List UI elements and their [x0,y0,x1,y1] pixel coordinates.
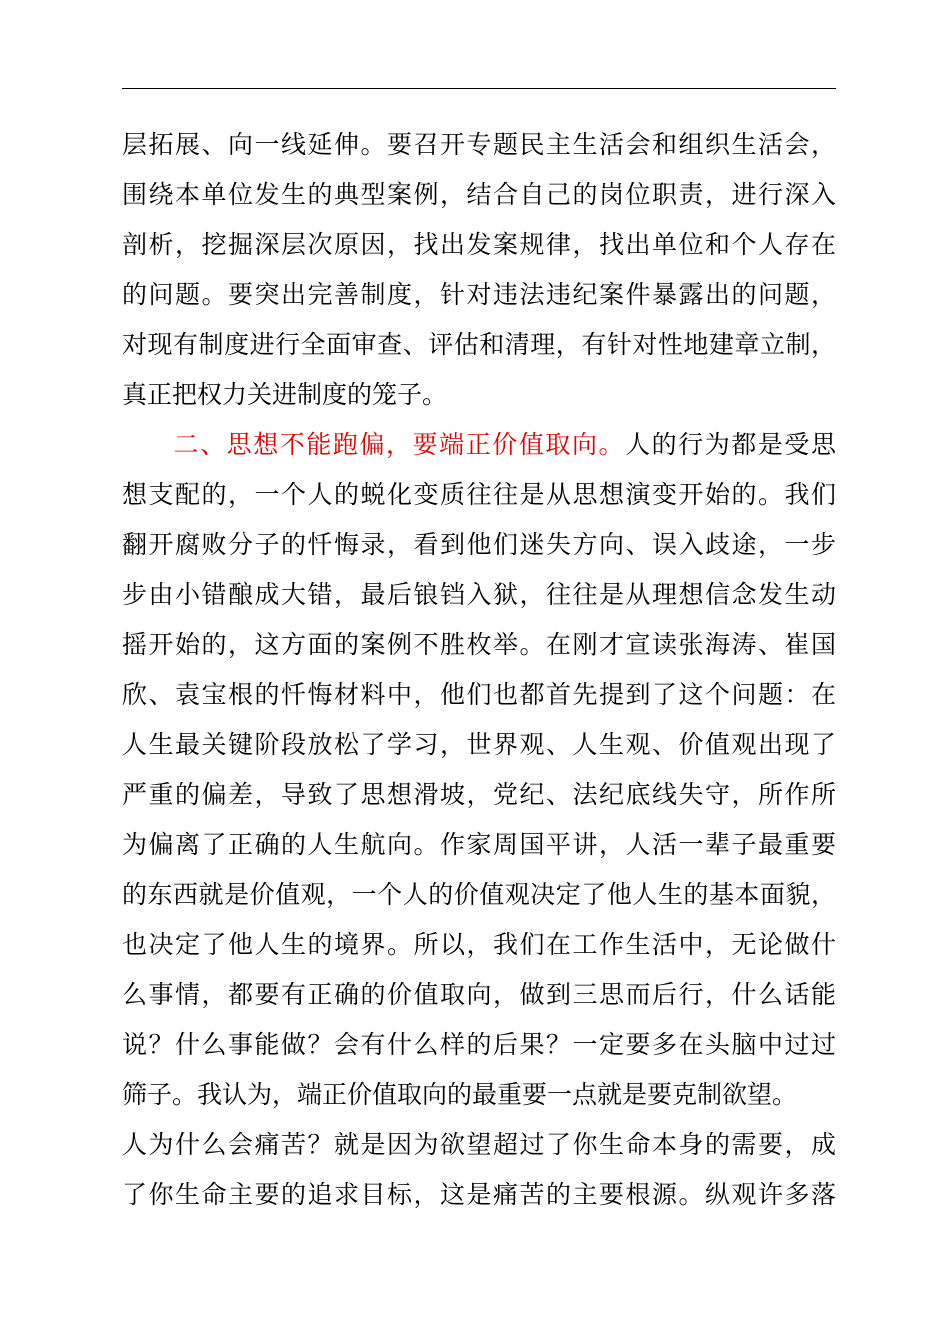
paragraph-line: 对现有制度进行全面审查、评估和清理，有针对性地建章立制， [122,330,836,359]
paragraph-line: 剖析，挖掘深层次原因，找出发案规律，找出单位和个人存在 [122,230,836,259]
paragraph-line-rest: 人的行为都是受思 [625,430,836,459]
paragraph-line: 欣、袁宝根的忏悔材料中，他们也都首先提到了这个问题：在 [122,680,836,709]
paragraph-line: 的东西就是价值观，一个人的价值观决定了他人生的基本面貌， [122,880,836,909]
section-heading: 二、思想不能跑偏，要端正价值取向。 [172,430,626,459]
paragraph-line: 摇开始的，这方面的案例不胜枚举。在刚才宣读张海涛、崔国 [122,630,836,659]
paragraph-line: 翻开腐败分子的忏悔录，看到他们迷失方向、误入歧途，一步 [122,530,836,559]
paragraph-line: 么事情，都要有正确的价值取向，做到三思而后行，什么话能 [122,980,836,1009]
paragraph-line: 也决定了他人生的境界。所以，我们在工作生活中，无论做什 [122,930,836,959]
section-heading-line [122,420,836,470]
paragraph-line: 真正把权力关进制度的笼子。 [122,380,448,409]
paragraph-line: 的问题。要突出完善制度，针对违法违纪案件暴露出的问题， [122,280,836,309]
paragraph-line: 围绕本单位发生的典型案例，结合自己的岗位职责，进行深入 [122,180,836,209]
paragraph-line: 筛子。我认为，端正价值取向的最重要一点就是要克制欲望。 [122,1080,798,1109]
paragraph-line: 想支配的，一个人的蜕化变质往往是从思想演变开始的。我们 [122,480,836,509]
paragraph-line: 人为什么会痛苦？就是因为欲望超过了你生命本身的需要，成 [122,1130,836,1159]
header-rule [122,88,836,89]
document-body [122,120,836,1220]
paragraph-line: 了你生命主要的追求目标，这是痛苦的主要根源。纵观许多落 [122,1180,836,1209]
paragraph-line: 人生最关键阶段放松了学习，世界观、人生观、价值观出现了 [122,730,836,759]
paragraph-line: 严重的偏差，导致了思想滑坡，党纪、法纪底线失守，所作所 [122,780,836,809]
paragraph-line: 说？什么事能做？会有什么样的后果？一定要多在头脑中过过 [122,1030,836,1059]
paragraph-line: 层拓展、向一线延伸。要召开专题民主生活会和组织生活会， [122,130,836,159]
paragraph-line: 为偏离了正确的人生航向。作家周国平讲，人活一辈子最重要 [122,830,836,859]
paragraph-line: 步由小错酿成大错，最后锒铛入狱，往往是从理想信念发生动 [122,580,836,609]
